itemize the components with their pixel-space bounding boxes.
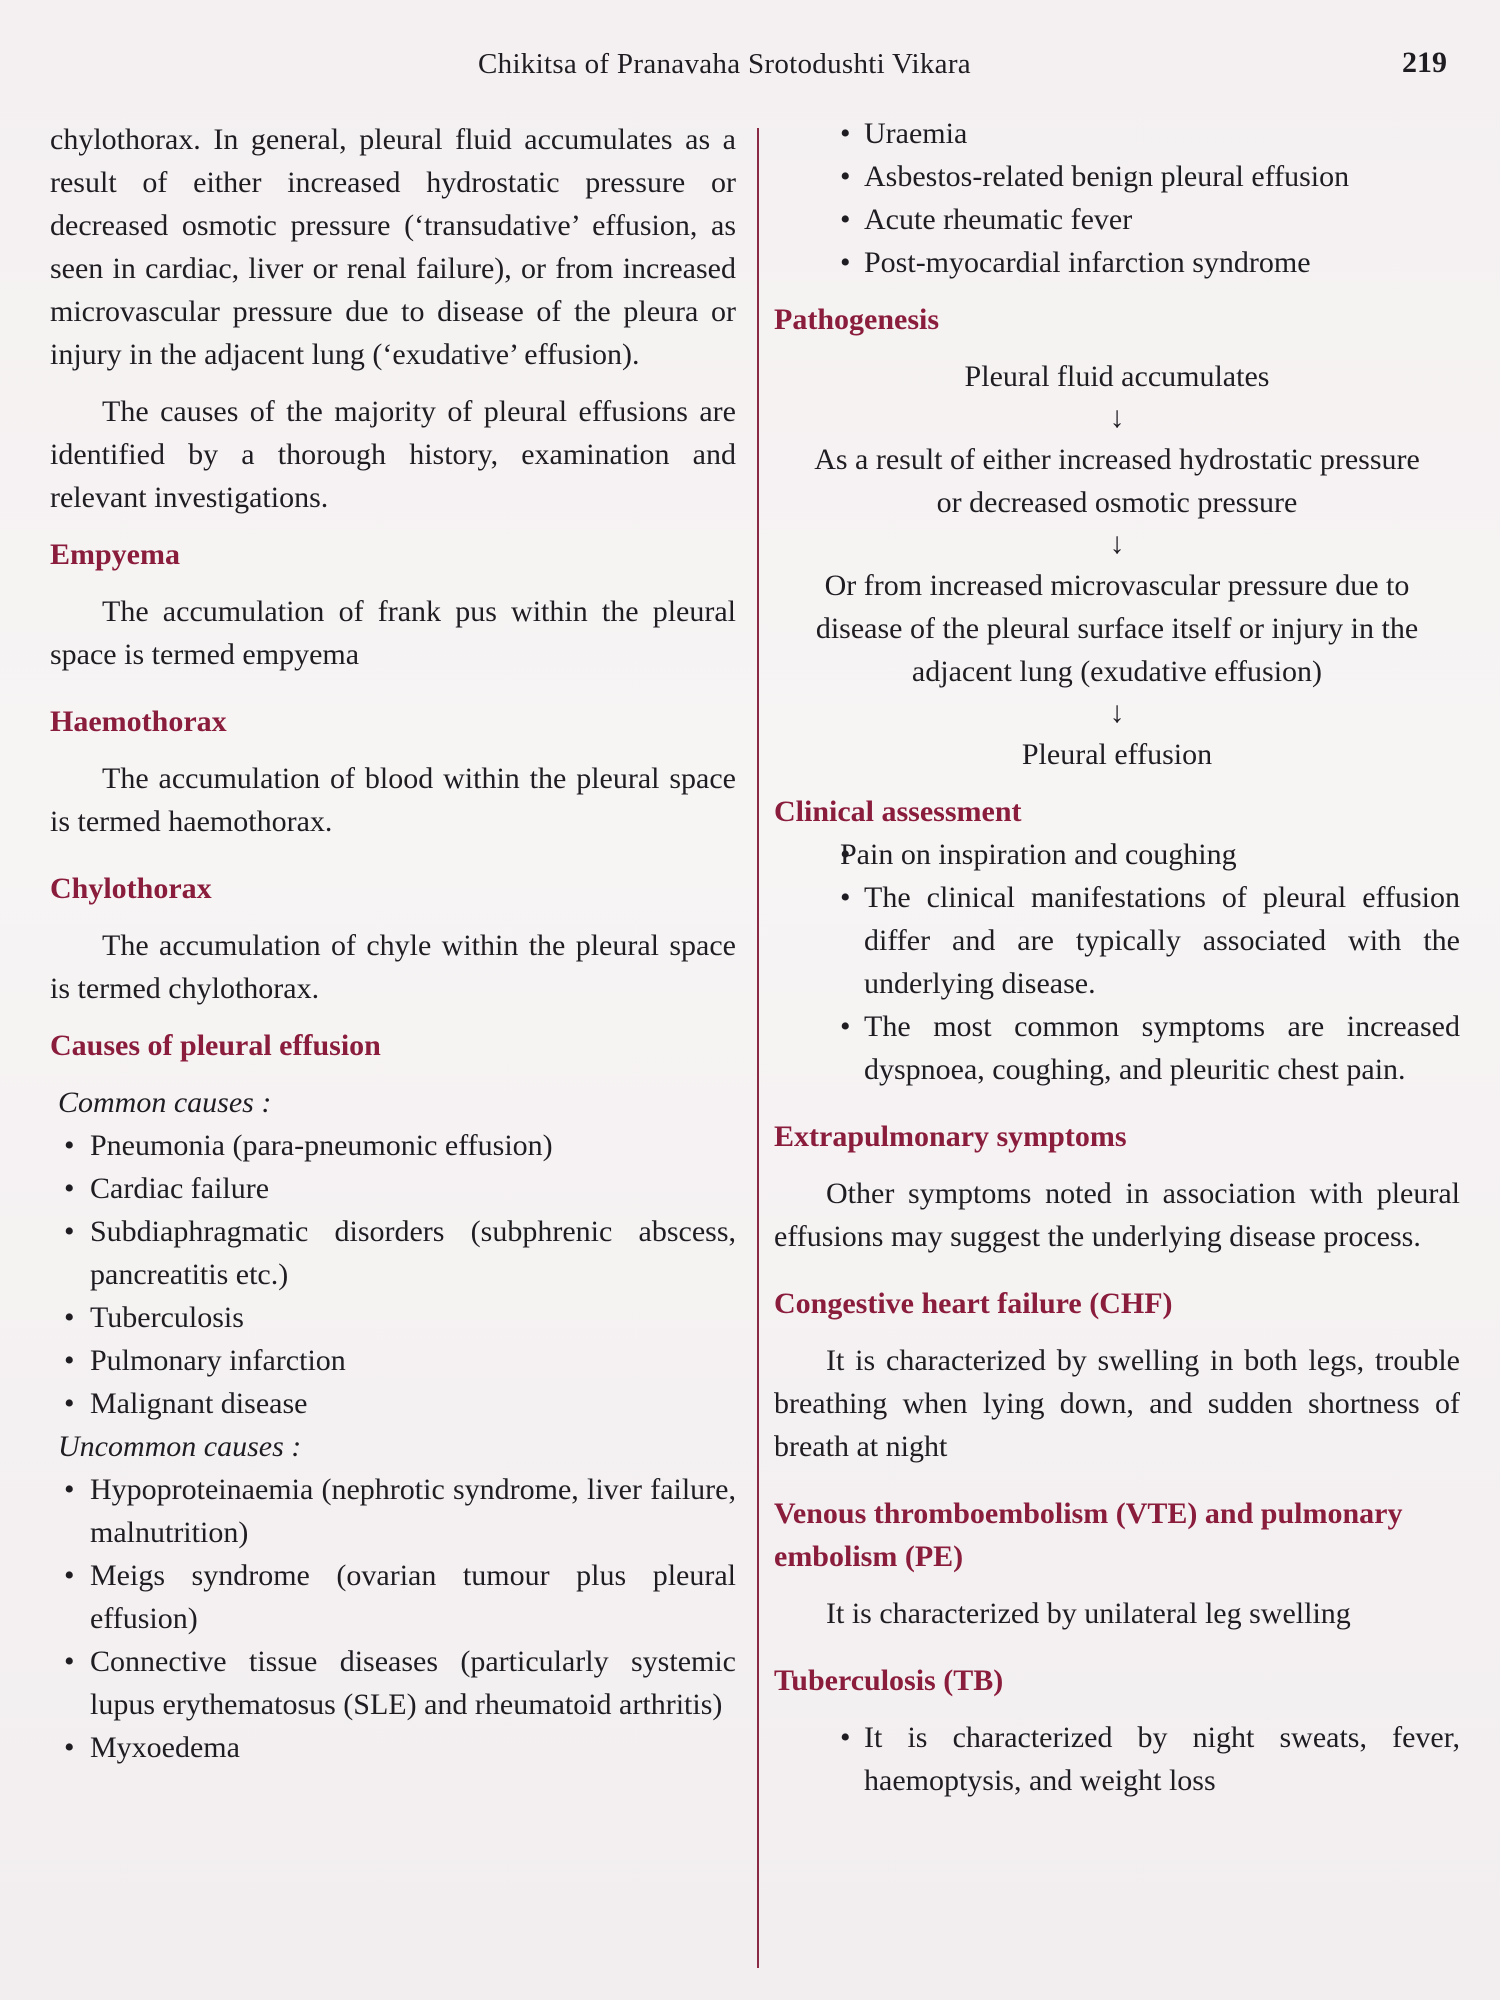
chylothorax-text: The accumulation of chyle within the pleural space is termed chylothorax. <box>50 929 736 1005</box>
flow-step: Pleural effusion <box>1021 738 1213 771</box>
haemothorax-text: The accumulation of blood within the pleural space is termed haemothorax. <box>50 762 736 838</box>
continued-causes-list <box>774 112 1460 284</box>
pathogenesis-flow <box>774 355 1460 776</box>
clinical-heading: Clinical assessment <box>774 795 1022 828</box>
down-arrow-icon: ↓ <box>1109 696 1125 729</box>
list-item: • Pulmonary infarction <box>50 1339 736 1382</box>
list-item: • Acute rheumatic fever <box>774 198 1460 241</box>
list-item: • Malignant disease <box>50 1382 736 1425</box>
list-item: • Tuberculosis <box>50 1296 736 1339</box>
list-item: • Myxoedema <box>50 1726 736 1769</box>
list-item: • The most common symptoms are increased dyspnoea, coughing, and pleuritic chest pain. <box>774 1005 1460 1091</box>
list-item: • Hypoproteinaemia (nephrotic syndrome, liver failure, malnutrition) <box>50 1468 736 1554</box>
flow-step: Pleural fluid accumulates <box>964 360 1270 393</box>
pathogenesis-heading: Pathogenesis <box>774 303 939 336</box>
causes-paragraph: The causes of the majority of pleural effusions are identified by a thorough history, examination and relevant investigations. <box>50 395 736 514</box>
causes-heading: Causes of pleural effusion <box>50 1029 381 1062</box>
tb-list <box>774 1716 1460 1802</box>
flow-step: As a result of either increased hydrostatic pressure or decreased osmotic pressure <box>814 443 1420 519</box>
clinical-list <box>774 833 1460 1091</box>
list-item: • The clinical manifestations of pleural effusion differ and are typically associated with the underlying disease. <box>774 876 1460 1005</box>
empyema-text: The accumulation of frank pus within the pleural space is termed empyema <box>50 595 736 671</box>
down-arrow-icon: ↓ <box>1109 401 1125 434</box>
list-item: • Connective tissue diseases (particularly systemic lupus erythematosus (SLE) and rheumatoid arthritis) <box>50 1640 736 1726</box>
common-causes-label: Common causes : <box>58 1086 272 1119</box>
list-item: • Meigs syndrome (ovarian tumour plus pleural effusion) <box>50 1554 736 1640</box>
column-divider <box>757 128 759 1968</box>
extrapulmonary-text: Other symptoms noted in association with pleural effusions may suggest the underlying disease process. <box>774 1177 1460 1253</box>
list-item: • Subdiaphragmatic disorders (subphrenic abscess, pancreatitis etc.) <box>50 1210 736 1296</box>
list-item: • Pain on inspiration and coughing <box>774 833 1460 876</box>
list-item: • Post-myocardial infarction syndrome <box>774 241 1460 284</box>
haemothorax-heading: Haemothorax <box>50 705 227 738</box>
list-item: • Cardiac failure <box>50 1167 736 1210</box>
uncommon-causes-label: Uncommon causes : <box>58 1430 302 1463</box>
list-item: • Asbestos-related benign pleural effusion <box>774 155 1460 198</box>
page-header <box>0 44 1500 84</box>
chf-text: It is characterized by swelling in both legs, trouble breathing when lying down, and sudden shortness of breath at night <box>774 1344 1460 1463</box>
uncommon-causes-list <box>50 1468 736 1769</box>
vte-heading: Venous thromboembolism (VTE) and pulmonary embolism (PE) <box>774 1497 1403 1573</box>
common-causes-list <box>50 1124 736 1425</box>
extrapulmonary-heading: Extrapulmonary symptoms <box>774 1120 1127 1153</box>
list-item: • It is characterized by night sweats, fever, haemoptysis, and weight loss <box>774 1716 1460 1802</box>
list-item: • Pneumonia (para-pneumonic effusion) <box>50 1124 736 1167</box>
running-title: Chikitsa of Pranavaha Srotodushti Vikara <box>478 48 971 80</box>
page-number: 219 <box>1402 46 1447 79</box>
chf-heading: Congestive heart failure (CHF) <box>774 1287 1173 1320</box>
intro-paragraph: chylothorax. In general, pleural fluid accumulates as a result of either increased hydrostatic pressure or decreased osmotic pressure (‘transudative’ effusion, as seen in cardiac, liver or renal failure), or from increased microvascular pressure due to disease of the pleura or injury in the adjacent lung (‘exudative’ effusion). <box>50 123 736 371</box>
tb-heading: Tuberculosis (TB) <box>774 1664 1004 1697</box>
chylothorax-heading: Chylothorax <box>50 872 212 905</box>
right-column <box>774 118 1460 1802</box>
left-column <box>50 118 736 1769</box>
vte-text: It is characterized by unilateral leg swelling <box>826 1597 1351 1630</box>
down-arrow-icon: ↓ <box>1109 527 1125 560</box>
list-item: • Uraemia <box>774 112 1460 155</box>
flow-step: Or from increased microvascular pressure due to disease of the pleural surface itself or injury in the adjacent lung (exudative effusion) <box>815 569 1419 688</box>
empyema-heading: Empyema <box>50 538 180 571</box>
